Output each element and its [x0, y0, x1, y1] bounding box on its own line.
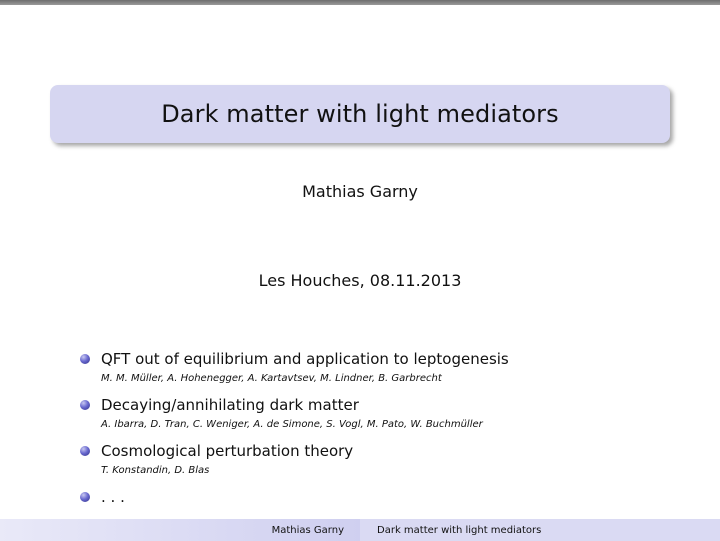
title-box — [50, 85, 670, 143]
slide-venue-date: Les Houches, 08.11.2013 — [258, 271, 462, 290]
bullet-text: Decaying/annihilating dark matter — [101, 396, 359, 414]
bullet-text: Cosmological perturbation theory — [101, 442, 354, 460]
top-bar — [0, 0, 720, 5]
bullet-list — [78, 349, 708, 516]
bullet-item — [78, 487, 708, 507]
slide-title: Dark matter with light mediators — [161, 100, 559, 128]
footer-author: Mathias Garny — [0, 519, 360, 541]
bullet-item — [78, 395, 708, 432]
bullet-collaborators: A. Ibarra, D. Tran, C. Weniger, A. de Simone, S. Vogl, M. Pato, W. Buchmüller — [101, 419, 483, 430]
bullet-collaborators: T. Konstandin, D. Blas — [101, 465, 210, 476]
bullet-icon — [80, 492, 90, 502]
footer-title: Dark matter with light mediators — [360, 519, 720, 541]
bullet-text: . . . — [101, 488, 125, 506]
bullet-collaborators: M. M. Müller, A. Hohenegger, A. Kartavtsev, M. Lindner, B. Garbrecht — [101, 373, 442, 384]
bullet-item — [78, 349, 708, 386]
bullet-icon — [80, 354, 90, 364]
bullet-icon — [80, 400, 90, 410]
footer-bar — [0, 519, 720, 541]
bullet-icon — [80, 446, 90, 456]
bullet-item — [78, 441, 708, 478]
slide-author: Mathias Garny — [302, 182, 418, 201]
bullet-text: QFT out of equilibrium and application to leptogenesis — [101, 350, 509, 368]
